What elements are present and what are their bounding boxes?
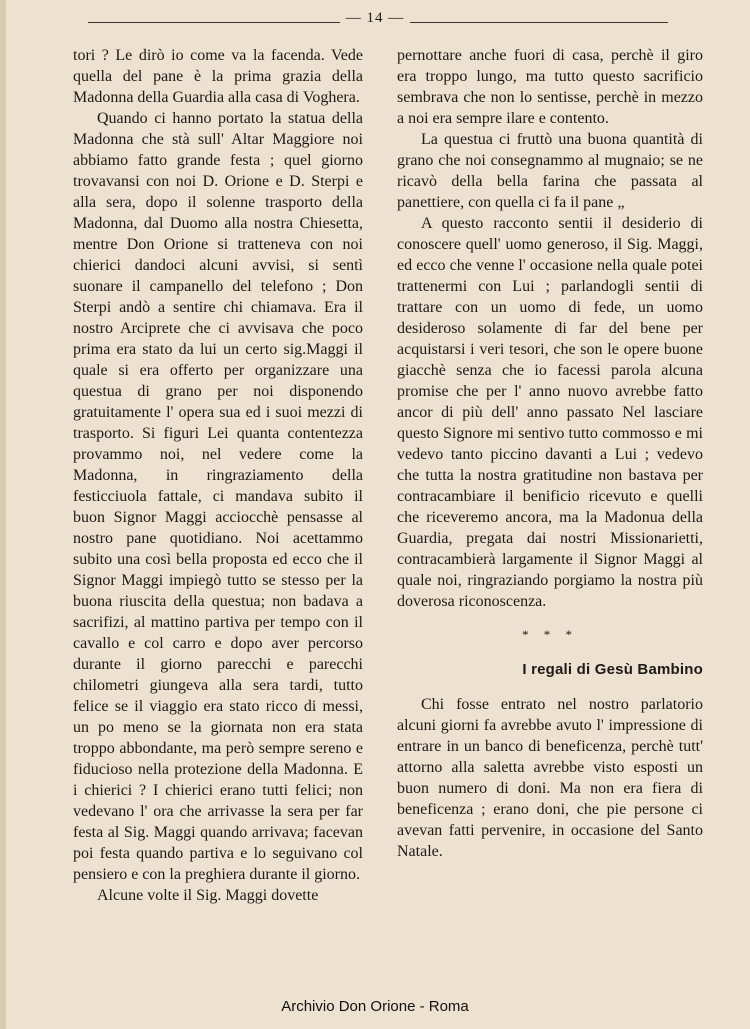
paragraph: pernottare anche fuori di casa, perchè il giro era troppo lungo, ma tutto questo sacrificio sembrava che non lo sentisse, perchè in mezzo a noi era sempre ilare e contento. [397,47,703,127]
page-number: — 14 — [340,10,410,27]
left-column [73,45,363,906]
archive-footer: Archivio Don Orione - Roma [281,998,469,1015]
paragraph: La questua ci fruttò una buona quantità di grano che noi consegnammo al mugnaio; se ne ricavò della bella farina che passata al panettiere, con quella ci fa il pane „ [397,131,703,211]
page-edge-shadow [0,0,6,1029]
paragraph: A questo racconto sentii il desiderio di conoscere quell' uomo generoso, il Sig. Maggi, ed ecco che venne l' occasione nella quale potei trattenermi con Lui ; parlandogli sentii di trattare con un uomo di fede, un uomo desideroso solamente di far del bene per acquistarsi i veri tesori, che son le opere buone giacchè senza che io facessi parola alcuna promise che per l' anno nuovo avrebbe fatto ancor di più dell' anno passato Nel lasciare questo Signore mi sentivo tutto commosso e mi vedevo tanto piccino davanti a Lui ; vedevo che tutta la nostra gratitudine non bastava per contracambiare il benificio ricevuto e quelli che riceveremo ancora, ma la Madonua della Guardia, pregata dai nostri Missionarietti, contracambierà largamente il Signor Maggi al quale noi, ringraziando porgiamo la nostra più doverosa riconoscenza. [397,215,703,610]
right-column [397,45,703,862]
paragraph: Quando ci hanno portato la statua della Madonna che stà sull' Altar Maggiore noi abbiamo fatto grande festa ; quel giorno trovavansi con noi D. Orione e D. Sterpi e alla sera, dopo il solenne trasporto della Madonna, dal Duomo alla nostra Chiesetta, mentre Don Orione si tratteneva con noi chierici dandoci alcuni avvisi, si sentì suonare il campanello del telefono ; Don Sterpi andò a sentire chi chiamava. Era il nostro Arciprete che ci avvisava che poco prima era stato da lui un certo sig.Maggi il quale si era offerto per organizzare una questua di grano per noi disponendo gratuitamente l' opera sua ed i suoi mezzi di trasporto. Si figuri Lei quanta contentezza provammo noi, nel vedere come la Madonna, in ringraziamento della festicciuola fattale, ci mandava subito il buon Signor Maggi acciocchè pensasse al nostro pane quotidiano. Noi acettammo subito una così bella proposta ed ecco che il Signor Maggi impiegò tutto se stesso per la buona riuscita della questua; non badava a sacrifizi, al mattino partiva per tempo con il cavallo e col carro e dopo aver percorso durante il giorno parecchi e parecchi chilometri giungeva alla sera tardi, tutto felice se il viaggio era stato ricco di messi, un po meno se la giornata non era stata troppo abbondante, ma però sempre sereno e fiducioso nella protezione della Madonna. E i chierici ? I chierici erano tutti felici; non vedevano l' ora che arrivasse la sera per far festa al Sig. Maggi quando arrivava; facevan poi festa quando partiva e lo seguivano col pensiero e con la preghiera durante il giorno. [73,110,363,883]
paragraph: Alcune volte il Sig. Maggi dovette [97,887,319,904]
section-separator: * * * [522,627,578,642]
section-title: I regali di Gesù Bambino [522,661,703,678]
paragraph: tori ? Le dirò io come va la facenda. Vede quella del pane è la prima grazia della Madonna della Guardia alla casa di Voghera. [73,47,363,106]
paragraph: Chi fosse entrato nel nostro parlatorio alcuni giorni fa avrebbe avuto l' impressione di entrare in un banco di beneficenza, perchè tutt' attorno alla saletta avrebbe visto esposti un buon numero di doni. Ma non era fiera di beneficenza ; erano doni, che pie persone ci avevan fatti pervenire, in occasione del Santo Natale. [397,696,703,860]
